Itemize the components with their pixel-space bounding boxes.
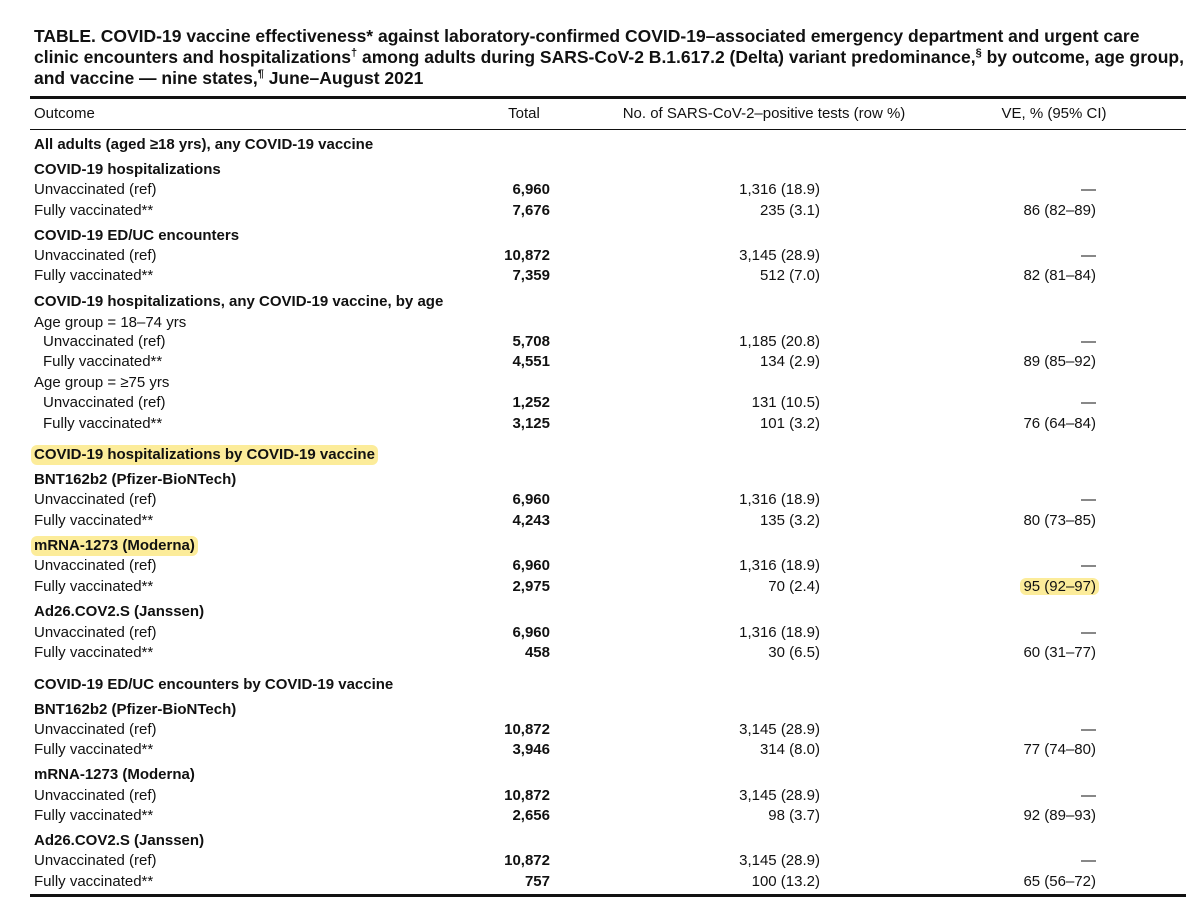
row-label: Fully vaccinated** — [34, 267, 154, 284]
table-row — [34, 806, 1184, 826]
row-label: Age group = ≥75 yrs — [34, 374, 170, 391]
group-heading-row — [34, 831, 1184, 851]
cell-positive-tests: 3,145 (28.9) — [739, 787, 820, 804]
cell-positive-tests: 1,316 (18.9) — [739, 557, 820, 574]
row-label: mRNA-1273 (Moderna) — [31, 536, 198, 556]
row-label: Fully vaccinated** — [34, 512, 154, 529]
table-row — [34, 786, 1184, 806]
row-label: COVID-19 hospitalizations — [34, 161, 221, 178]
cell-ve: 65 (56–72) — [1023, 873, 1096, 890]
cell-total: 6,960 — [512, 624, 550, 641]
group-heading-row — [34, 602, 1184, 622]
title-footnote-mark-1: † — [351, 47, 358, 60]
cell-total: 757 — [524, 873, 550, 890]
cell-ve: 82 (81–84) — [1023, 267, 1096, 284]
group-heading-row — [34, 226, 1184, 246]
cell-total: 3,946 — [512, 741, 550, 758]
cell-total: 4,551 — [512, 353, 550, 370]
cell-positive-tests: 3,145 (28.9) — [739, 721, 820, 738]
cell-total: 10,872 — [504, 787, 550, 804]
cell-ve: — — [1081, 181, 1096, 198]
row-label: Fully vaccinated** — [43, 415, 163, 432]
table-title — [34, 26, 1186, 89]
group-heading-row — [34, 765, 1184, 785]
cell-ve — [934, 577, 1096, 597]
column-header-total: Total — [508, 105, 540, 122]
section-heading-row — [34, 675, 1184, 695]
cell-total: 2,975 — [512, 578, 550, 595]
cell-positive-tests: 314 (8.0) — [759, 741, 820, 758]
cell-ve: — — [1081, 394, 1096, 411]
row-label: COVID-19 hospitalizations by COVID-19 vaccine — [31, 445, 378, 465]
table-row — [34, 720, 1184, 740]
cell-positive-tests: 3,145 (28.9) — [739, 852, 820, 869]
cell-total: 3,125 — [512, 415, 550, 432]
table-row — [34, 490, 1184, 510]
header-rule — [30, 129, 1186, 130]
section-heading-row — [34, 445, 1184, 465]
table-row — [34, 556, 1184, 576]
highlighted-ve-value: 95 (92–97) — [1020, 578, 1099, 595]
table-row — [34, 414, 1184, 434]
column-header-row — [34, 104, 1184, 124]
cell-total: 1,252 — [512, 394, 550, 411]
title-text-1: TABLE. COVID-19 vaccine effectiveness* against laboratory-confirmed COVID-19–associated emergency department and urgent care clinic encounters and hospitalizations — [34, 26, 1140, 67]
cell-ve: — — [1081, 247, 1096, 264]
cell-total: 458 — [524, 644, 550, 661]
row-label: Unvaccinated (ref) — [34, 557, 157, 574]
cell-positive-tests: 30 (6.5) — [768, 644, 820, 661]
table-row — [34, 872, 1184, 892]
cell-positive-tests: 135 (3.2) — [759, 512, 820, 529]
table-row — [34, 851, 1184, 871]
group-heading-row — [34, 470, 1184, 490]
row-label: BNT162b2 (Pfizer-BioNTech) — [34, 701, 237, 718]
cell-ve: — — [1081, 787, 1096, 804]
cell-ve: — — [1081, 557, 1096, 574]
row-label: Fully vaccinated** — [34, 202, 154, 219]
row-label: Fully vaccinated** — [34, 741, 154, 758]
cell-positive-tests: 100 (13.2) — [751, 873, 820, 890]
group-heading-row — [34, 536, 1184, 556]
row-label: Unvaccinated (ref) — [34, 181, 157, 198]
row-label: COVID-19 ED/UC encounters by COVID-19 vaccine — [34, 676, 394, 693]
column-header-outcome: Outcome — [34, 105, 95, 122]
table-row — [34, 352, 1184, 372]
cell-ve: 86 (82–89) — [1023, 202, 1096, 219]
sub-heading-row — [34, 313, 1184, 333]
cell-ve: 76 (64–84) — [1023, 415, 1096, 432]
section-heading-row — [34, 135, 1184, 155]
cell-ve: 80 (73–85) — [1023, 512, 1096, 529]
row-label: COVID-19 ED/UC encounters — [34, 227, 240, 244]
row-label: Unvaccinated (ref) — [34, 624, 157, 641]
cell-positive-tests: 98 (3.7) — [768, 807, 820, 824]
row-label: Fully vaccinated** — [43, 353, 163, 370]
cell-positive-tests: 1,316 (18.9) — [739, 491, 820, 508]
cell-total: 7,676 — [512, 202, 550, 219]
cell-total: 6,960 — [512, 181, 550, 198]
table-row — [34, 393, 1184, 413]
row-label: BNT162b2 (Pfizer-BioNTech) — [34, 471, 237, 488]
row-label: Unvaccinated (ref) — [34, 247, 157, 264]
cell-total: 6,960 — [512, 557, 550, 574]
row-label: Fully vaccinated** — [34, 873, 154, 890]
table-row — [34, 180, 1184, 200]
row-label: Unvaccinated (ref) — [43, 394, 166, 411]
title-text-3: by outcome, age group, and vaccine — nine states, — [34, 47, 1184, 88]
cell-total: 10,872 — [504, 852, 550, 869]
title-text-4: June–August 2021 — [263, 68, 424, 88]
cell-ve: 89 (85–92) — [1023, 353, 1096, 370]
cell-positive-tests: 1,316 (18.9) — [739, 181, 820, 198]
cell-positive-tests: 131 (10.5) — [751, 394, 820, 411]
cell-positive-tests: 101 (3.2) — [759, 415, 820, 432]
bottom-rule — [30, 894, 1186, 897]
group-heading-row — [34, 292, 1184, 312]
table-row — [34, 577, 1184, 597]
row-label: Fully vaccinated** — [34, 644, 154, 661]
cell-total: 7,359 — [512, 267, 550, 284]
cell-ve: — — [1081, 624, 1096, 641]
title-footnote-mark-3: ¶ — [257, 68, 264, 81]
cell-ve: 77 (74–80) — [1023, 741, 1096, 758]
cell-total: 4,243 — [512, 512, 550, 529]
cell-positive-tests: 512 (7.0) — [759, 267, 820, 284]
group-heading-row — [34, 700, 1184, 720]
cell-total: 10,872 — [504, 247, 550, 264]
cell-ve: — — [1081, 491, 1096, 508]
row-label: Fully vaccinated** — [34, 578, 154, 595]
table-row — [34, 511, 1184, 531]
row-label: Ad26.COV2.S (Janssen) — [34, 603, 205, 620]
top-rule — [30, 96, 1186, 99]
table-row — [34, 740, 1184, 760]
title-text-2: among adults during SARS-CoV-2 B.1.617.2 (Delta) variant predominance, — [357, 47, 976, 67]
cell-positive-tests: 70 (2.4) — [768, 578, 820, 595]
cell-total: 10,872 — [504, 721, 550, 738]
cell-positive-tests: 3,145 (28.9) — [739, 247, 820, 264]
cell-ve: 60 (31–77) — [1023, 644, 1096, 661]
column-header-positive: No. of SARS-CoV-2–positive tests (row %) — [622, 105, 906, 122]
table-row — [34, 332, 1184, 352]
table-row — [34, 201, 1184, 221]
cell-ve: — — [1081, 721, 1096, 738]
table-row — [34, 623, 1184, 643]
sub-heading-row — [34, 373, 1184, 393]
cell-total: 6,960 — [512, 491, 550, 508]
column-header-ve: VE, % (95% CI) — [1001, 105, 1107, 122]
cell-positive-tests: 235 (3.1) — [759, 202, 820, 219]
table-row — [34, 266, 1184, 286]
cell-ve: — — [1081, 852, 1096, 869]
cell-positive-tests: 1,316 (18.9) — [739, 624, 820, 641]
cell-total: 5,708 — [512, 333, 550, 350]
row-label: Unvaccinated (ref) — [34, 491, 157, 508]
cell-positive-tests: 1,185 (20.8) — [739, 333, 820, 350]
cell-positive-tests: 134 (2.9) — [759, 353, 820, 370]
row-label: Fully vaccinated** — [34, 807, 154, 824]
row-label: Age group = 18–74 yrs — [34, 314, 187, 331]
row-label: Unvaccinated (ref) — [34, 852, 157, 869]
row-label: Unvaccinated (ref) — [34, 787, 157, 804]
table-row — [34, 643, 1184, 663]
row-label: COVID-19 hospitalizations, any COVID-19 vaccine, by age — [34, 293, 444, 310]
cell-ve: 92 (89–93) — [1023, 807, 1096, 824]
row-label: mRNA-1273 (Moderna) — [34, 766, 195, 783]
row-label: All adults (aged ≥18 yrs), any COVID-19 vaccine — [34, 136, 374, 153]
row-label: Ad26.COV2.S (Janssen) — [34, 832, 205, 849]
cell-total: 2,656 — [512, 807, 550, 824]
title-footnote-mark-2: § — [975, 47, 982, 60]
cell-ve: — — [1081, 333, 1096, 350]
row-label: Unvaccinated (ref) — [43, 333, 166, 350]
table-row — [34, 246, 1184, 266]
group-heading-row — [34, 160, 1184, 180]
row-label: Unvaccinated (ref) — [34, 721, 157, 738]
